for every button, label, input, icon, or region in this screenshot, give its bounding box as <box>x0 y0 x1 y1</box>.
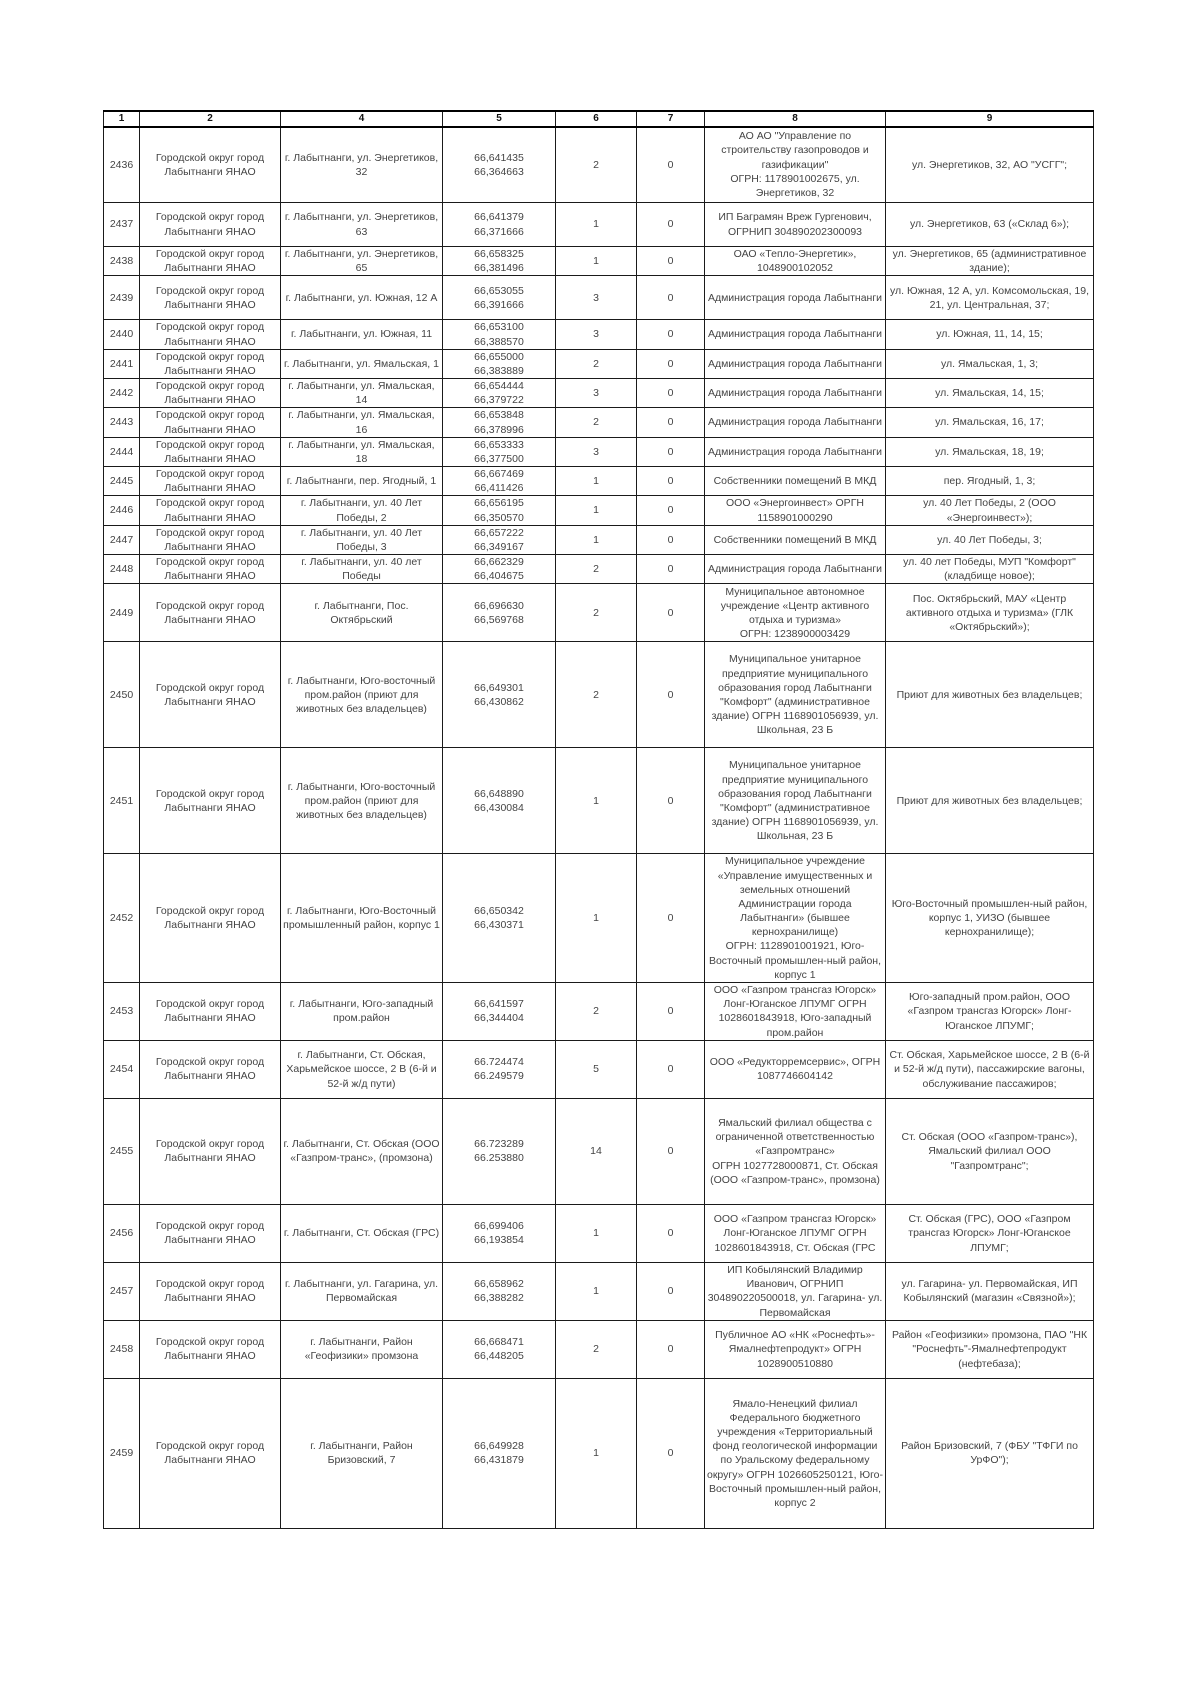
coordinates-cell: 66,641597 66,344404 <box>443 982 556 1040</box>
municipality-cell: Городской округ город Лабытнанги ЯНАО <box>140 1262 281 1320</box>
municipality-cell: Городской округ город Лабытнанги ЯНАО <box>140 1378 281 1528</box>
containers-count-cell: 1 <box>556 1378 637 1528</box>
source-cell: Юго-западный пром.район, ООО «Газпром трансгаз Югорск» Лонг-Юганское ЛПУМГ; <box>886 982 1094 1040</box>
table-row <box>104 555 1094 584</box>
owner-cell: Ямальский филиал общества с ограниченной ответственностью «Газпромтранс» ОГРН 1027728000871, Ст. Обская (ООО «Газпром-транс», промзона) <box>705 1098 886 1204</box>
coordinates-cell: 66,658962 66,388282 <box>443 1262 556 1320</box>
table-row <box>104 1320 1094 1378</box>
address-cell: г. Лабытнанги, ул. Южная, 11 <box>281 320 443 349</box>
owner-cell: ООО «Газпром трансгаз Югорск» Лонг-Юганское ЛПУМГ ОГРН 1028601843918, Ст. Обская (ГРС <box>705 1204 886 1262</box>
address-cell: г. Лабытнанги, ул. Ямальская, 16 <box>281 408 443 437</box>
owner-cell: Администрация города Лабытнанги <box>705 349 886 378</box>
volume-cell: 0 <box>637 1262 705 1320</box>
municipality-cell: Городской округ город Лабытнанги ЯНАО <box>140 1320 281 1378</box>
source-cell: ул. 40 Лет Победы, 3; <box>886 525 1094 554</box>
coordinates-cell: 66,648890 66,430084 <box>443 748 556 854</box>
address-cell: г. Лабытнанги, ул. Гагарина, ул. Первомайская <box>281 1262 443 1320</box>
column-header-3: 4 <box>281 111 443 127</box>
table-row <box>104 1098 1094 1204</box>
volume-cell: 0 <box>637 496 705 525</box>
table-row <box>104 525 1094 554</box>
owner-cell: Собственники помещений В МКД <box>705 525 886 554</box>
row-number: 2442 <box>104 379 140 408</box>
coordinates-cell: 66,655000 66,383889 <box>443 349 556 378</box>
address-cell: г. Лабытнанги, Район «Геофизики» промзона <box>281 1320 443 1378</box>
address-cell: г. Лабытнанги, Ст. Обская (ООО «Газпром-транс», (промзона) <box>281 1098 443 1204</box>
containers-count-cell: 1 <box>556 203 637 247</box>
address-cell: г. Лабытнанги, Юго-восточный пром.район (приют для животных без владельцев) <box>281 642 443 748</box>
volume-cell: 0 <box>637 1320 705 1378</box>
volume-cell: 0 <box>637 555 705 584</box>
owner-cell: Администрация города Лабытнанги <box>705 437 886 466</box>
owner-cell: Муниципальное автономное учреждение «Центр активного отдыха и туризма» ОГРН: 1238900003429 <box>705 584 886 642</box>
coordinates-cell: 66,653333 66,377500 <box>443 437 556 466</box>
containers-count-cell: 14 <box>556 1098 637 1204</box>
containers-count-cell: 2 <box>556 1320 637 1378</box>
owner-cell: Администрация города Лабытнанги <box>705 320 886 349</box>
source-cell: ул. Энергетиков, 65 (административное здание); <box>886 247 1094 276</box>
volume-cell: 0 <box>637 203 705 247</box>
table-row <box>104 1204 1094 1262</box>
source-cell: ул. Ямальская, 1, 3; <box>886 349 1094 378</box>
municipality-cell: Городской округ город Лабытнанги ЯНАО <box>140 854 281 983</box>
row-number: 2438 <box>104 247 140 276</box>
municipality-cell: Городской округ город Лабытнанги ЯНАО <box>140 642 281 748</box>
address-cell: г. Лабытнанги, Ст. Обская (ГРС) <box>281 1204 443 1262</box>
table-row <box>104 467 1094 496</box>
coordinates-cell: 66,657222 66,349167 <box>443 525 556 554</box>
coordinates-cell: 66,650342 66,430371 <box>443 854 556 983</box>
municipality-cell: Городской округ город Лабытнанги ЯНАО <box>140 1098 281 1204</box>
table-row <box>104 437 1094 466</box>
table-row <box>104 247 1094 276</box>
municipality-cell: Городской округ город Лабытнанги ЯНАО <box>140 555 281 584</box>
containers-count-cell: 1 <box>556 247 637 276</box>
municipality-cell: Городской округ город Лабытнанги ЯНАО <box>140 247 281 276</box>
table-row <box>104 1378 1094 1528</box>
source-cell: ул. Южная, 11, 14, 15; <box>886 320 1094 349</box>
owner-cell: Ямало-Ненецкий филиал Федерального бюджетного учреждения «Территориальный фонд геологической информации по Уральскому федеральному округу» ОГРН 1026605250121, Юго-Восточный промышлен-ный район, корпус 2 <box>705 1378 886 1528</box>
volume-cell: 0 <box>637 467 705 496</box>
table-row <box>104 1262 1094 1320</box>
table-body <box>104 127 1094 1529</box>
containers-count-cell: 5 <box>556 1040 637 1098</box>
containers-count-cell: 3 <box>556 276 637 320</box>
municipality-cell: Городской округ город Лабытнанги ЯНАО <box>140 584 281 642</box>
coordinates-cell: 66,649301 66,430862 <box>443 642 556 748</box>
volume-cell: 0 <box>637 525 705 554</box>
column-header-8: 9 <box>886 111 1094 127</box>
row-number: 2437 <box>104 203 140 247</box>
municipality-cell: Городской округ город Лабытнанги ЯНАО <box>140 320 281 349</box>
source-cell: Район «Геофизики» промзона, ПАО "НК "Роснефть"-Ямалнефтепродукт (нефтебаза); <box>886 1320 1094 1378</box>
table-row <box>104 748 1094 854</box>
column-header-5: 6 <box>556 111 637 127</box>
table-row <box>104 982 1094 1040</box>
coordinates-cell: 66,699406 66,193854 <box>443 1204 556 1262</box>
containers-count-cell: 3 <box>556 320 637 349</box>
coordinates-cell: 66,653055 66,391666 <box>443 276 556 320</box>
containers-count-cell: 2 <box>556 982 637 1040</box>
address-cell: г. Лабытнанги, ул. Ямальская, 1 <box>281 349 443 378</box>
source-cell: пер. Ягодный, 1, 3; <box>886 467 1094 496</box>
municipality-cell: Городской округ город Лабытнанги ЯНАО <box>140 748 281 854</box>
containers-count-cell: 1 <box>556 854 637 983</box>
column-header-7: 8 <box>705 111 886 127</box>
column-header-6: 7 <box>637 111 705 127</box>
containers-count-cell: 1 <box>556 1204 637 1262</box>
volume-cell: 0 <box>637 320 705 349</box>
volume-cell: 0 <box>637 1098 705 1204</box>
owner-cell: Муниципальное унитарное предприятие муниципального образования город Лабытнанги "Комфорт" (административное здание) ОГРН 1168901056939, ул. Школьная, 23 Б <box>705 642 886 748</box>
row-number: 2448 <box>104 555 140 584</box>
row-number: 2459 <box>104 1378 140 1528</box>
source-cell: ул. Энергетиков, 63 («Склад 6»); <box>886 203 1094 247</box>
volume-cell: 0 <box>637 748 705 854</box>
row-number: 2447 <box>104 525 140 554</box>
address-cell: г. Лабытнанги, ул. Энергетиков, 63 <box>281 203 443 247</box>
column-header-2: 2 <box>140 111 281 127</box>
owner-cell: ИП Баграмян Вреж Гургенович, ОГРНИП 304890202300093 <box>705 203 886 247</box>
table-row <box>104 276 1094 320</box>
municipality-cell: Городской округ город Лабытнанги ЯНАО <box>140 408 281 437</box>
municipality-cell: Городской округ город Лабытнанги ЯНАО <box>140 379 281 408</box>
municipality-cell: Городской округ город Лабытнанги ЯНАО <box>140 276 281 320</box>
row-number: 2457 <box>104 1262 140 1320</box>
volume-cell: 0 <box>637 854 705 983</box>
address-cell: г. Лабытнанги, ул. Энергетиков, 65 <box>281 247 443 276</box>
municipality-cell: Городской округ город Лабытнанги ЯНАО <box>140 982 281 1040</box>
owner-cell: Администрация города Лабытнанги <box>705 379 886 408</box>
source-cell: ул. Ямальская, 14, 15; <box>886 379 1094 408</box>
row-number: 2436 <box>104 127 140 203</box>
row-number: 2458 <box>104 1320 140 1378</box>
address-cell: г. Лабытнанги, Юго-восточный пром.район (приют для животных без владельцев) <box>281 748 443 854</box>
source-cell: ул. Гагарина- ул. Первомайская, ИП Кобылянский (магазин «Связной»); <box>886 1262 1094 1320</box>
coordinates-cell: 66,654444 66,379722 <box>443 379 556 408</box>
table-row <box>104 349 1094 378</box>
table-header <box>104 111 1094 127</box>
owner-cell: Администрация города Лабытнанги <box>705 276 886 320</box>
source-cell: Ст. Обская (ГРС), ООО «Газпром трансгаз Югорск» Лонг-Юганское ЛПУМГ; <box>886 1204 1094 1262</box>
containers-count-cell: 3 <box>556 379 637 408</box>
source-cell: Ст. Обская, Харьмейское шоссе, 2 В (6-й и 52-й ж/д пути), пассажирские вагоны, обслуживание пассажиров; <box>886 1040 1094 1098</box>
table-row <box>104 408 1094 437</box>
containers-count-cell: 1 <box>556 748 637 854</box>
source-cell: Пос. Октябрьский, МАУ «Центр активного отдыха и туризма» (ГЛК «Октябрьский»); <box>886 584 1094 642</box>
coordinates-cell: 66,696630 66,569768 <box>443 584 556 642</box>
table-row <box>104 320 1094 349</box>
row-number: 2444 <box>104 437 140 466</box>
volume-cell: 0 <box>637 1378 705 1528</box>
header-row <box>104 111 1094 127</box>
coordinates-cell: 66,668471 66,448205 <box>443 1320 556 1378</box>
row-number: 2452 <box>104 854 140 983</box>
coordinates-cell: 66,649928 66,431879 <box>443 1378 556 1528</box>
table-row <box>104 127 1094 203</box>
coordinates-cell: 66,662329 66,404675 <box>443 555 556 584</box>
table-row <box>104 496 1094 525</box>
row-number: 2445 <box>104 467 140 496</box>
row-number: 2453 <box>104 982 140 1040</box>
containers-count-cell: 3 <box>556 437 637 466</box>
containers-count-cell: 2 <box>556 349 637 378</box>
address-cell: г. Лабытнанги, ул. 40 Лет Победы, 3 <box>281 525 443 554</box>
municipality-cell: Городской округ город Лабытнанги ЯНАО <box>140 496 281 525</box>
owner-cell: Муниципальное учреждение «Управление имущественных и земельных отношений Администрации города Лабытнанги» (бывшее кернохранилище) ОГРН: 1128901001921, Юго-Восточный промышлен-ный район, корпус 1 <box>705 854 886 983</box>
table-row <box>104 203 1094 247</box>
owner-cell: ООО «Газпром трансгаз Югорск» Лонг-Юганское ЛПУМГ ОГРН 1028601843918, Юго-западный пром.район <box>705 982 886 1040</box>
address-cell: г. Лабытнанги, ул. Ямальская, 18 <box>281 437 443 466</box>
containers-count-cell: 1 <box>556 496 637 525</box>
address-cell: г. Лабытнанги, ул. 40 Лет Победы, 2 <box>281 496 443 525</box>
row-number: 2455 <box>104 1098 140 1204</box>
volume-cell: 0 <box>637 982 705 1040</box>
coordinates-cell: 66,653848 66,378996 <box>443 408 556 437</box>
municipality-cell: Городской округ город Лабытнанги ЯНАО <box>140 525 281 554</box>
row-number: 2439 <box>104 276 140 320</box>
coordinates-cell: 66,656195 66,350570 <box>443 496 556 525</box>
column-header-4: 5 <box>443 111 556 127</box>
table-row <box>104 584 1094 642</box>
address-cell: г. Лабытнанги, Юго-западный пром.район <box>281 982 443 1040</box>
owner-cell: ООО «Энергоинвест» ОРГН 1158901000290 <box>705 496 886 525</box>
containers-count-cell: 2 <box>556 642 637 748</box>
source-cell: ул. 40 лет Победы, МУП "Комфорт" (кладбище новое); <box>886 555 1094 584</box>
coordinates-cell: 66,667469 66,411426 <box>443 467 556 496</box>
waste-sites-registry-table <box>103 110 1094 1529</box>
municipality-cell: Городской округ город Лабытнанги ЯНАО <box>140 437 281 466</box>
owner-cell: Собственники помещений В МКД <box>705 467 886 496</box>
row-number: 2449 <box>104 584 140 642</box>
source-cell: Приют для животных без владельцев; <box>886 642 1094 748</box>
table-row <box>104 642 1094 748</box>
address-cell: г. Лабытнанги, ул. Южная, 12 А <box>281 276 443 320</box>
containers-count-cell: 2 <box>556 555 637 584</box>
address-cell: г. Лабытнанги, Юго-Восточный промышленный район, корпус 1 <box>281 854 443 983</box>
owner-cell: ИП Кобылянский Владимир Иванович, ОГРНИП 304890220500018, ул. Гагарина- ул. Первомайская <box>705 1262 886 1320</box>
source-cell: ул. Ямальская, 18, 19; <box>886 437 1094 466</box>
column-header-1: 1 <box>104 111 140 127</box>
coordinates-cell: 66,653100 66,388570 <box>443 320 556 349</box>
owner-cell: ОАО «Тепло-Энергетик», 1048900102052 <box>705 247 886 276</box>
coordinates-cell: 66,641435 66,364663 <box>443 127 556 203</box>
containers-count-cell: 1 <box>556 1262 637 1320</box>
containers-count-cell: 1 <box>556 525 637 554</box>
row-number: 2454 <box>104 1040 140 1098</box>
containers-count-cell: 1 <box>556 467 637 496</box>
row-number: 2450 <box>104 642 140 748</box>
table-row <box>104 1040 1094 1098</box>
volume-cell: 0 <box>637 349 705 378</box>
owner-cell: Администрация города Лабытнанги <box>705 555 886 584</box>
volume-cell: 0 <box>637 127 705 203</box>
municipality-cell: Городской округ город Лабытнанги ЯНАО <box>140 127 281 203</box>
containers-count-cell: 2 <box>556 127 637 203</box>
row-number: 2456 <box>104 1204 140 1262</box>
source-cell: ул. Энергетиков, 32, АО "УСГГ"; <box>886 127 1094 203</box>
address-cell: г. Лабытнанги, Пос. Октябрьский <box>281 584 443 642</box>
source-cell: ул. Ямальская, 16, 17; <box>886 408 1094 437</box>
row-number: 2446 <box>104 496 140 525</box>
municipality-cell: Городской округ город Лабытнанги ЯНАО <box>140 467 281 496</box>
volume-cell: 0 <box>637 437 705 466</box>
coordinates-cell: 66,641379 66,371666 <box>443 203 556 247</box>
table-row <box>104 854 1094 983</box>
address-cell: г. Лабытнанги, Район Бризовский, 7 <box>281 1378 443 1528</box>
row-number: 2441 <box>104 349 140 378</box>
source-cell: ул. Южная, 12 А, ул. Комсомольская, 19, 21, ул. Центральная, 37; <box>886 276 1094 320</box>
row-number: 2440 <box>104 320 140 349</box>
source-cell: Ст. Обская (ООО «Газпром-транс»), Ямальский филиал ООО "Газпромтранс"; <box>886 1098 1094 1204</box>
row-number: 2443 <box>104 408 140 437</box>
row-number: 2451 <box>104 748 140 854</box>
address-cell: г. Лабытнанги, ул. 40 лет Победы <box>281 555 443 584</box>
coordinates-cell: 66.723289 66.253880 <box>443 1098 556 1204</box>
municipality-cell: Городской округ город Лабытнанги ЯНАО <box>140 1204 281 1262</box>
owner-cell: ООО «Редукторремсервис», ОГРН 1087746604142 <box>705 1040 886 1098</box>
municipality-cell: Городской округ город Лабытнанги ЯНАО <box>140 203 281 247</box>
volume-cell: 0 <box>637 247 705 276</box>
owner-cell: Муниципальное унитарное предприятие муниципального образования город Лабытнанги "Комфорт" (административное здание) ОГРН 1168901056939, ул. Школьная, 23 Б <box>705 748 886 854</box>
volume-cell: 0 <box>637 276 705 320</box>
owner-cell: АО АО "Управление по строительству газопроводов и газификации" ОГРН: 1178901002675, ул. Энергетиков, 32 <box>705 127 886 203</box>
volume-cell: 0 <box>637 408 705 437</box>
source-cell: Юго-Восточный промышлен-ный район, корпус 1, УИЗО (бывшее кернохранилище); <box>886 854 1094 983</box>
source-cell: Приют для животных без владельцев; <box>886 748 1094 854</box>
owner-cell: Публичное АО «НК «Роснефть»-Ямалнефтепродукт» ОГРН 1028900510880 <box>705 1320 886 1378</box>
table-row <box>104 379 1094 408</box>
containers-count-cell: 2 <box>556 584 637 642</box>
address-cell: г. Лабытнанги, Ст. Обская, Харьмейское шоссе, 2 В (6-й и 52-й ж/д пути) <box>281 1040 443 1098</box>
owner-cell: Администрация города Лабытнанги <box>705 408 886 437</box>
coordinates-cell: 66,658325 66,381496 <box>443 247 556 276</box>
address-cell: г. Лабытнанги, ул. Энергетиков, 32 <box>281 127 443 203</box>
volume-cell: 0 <box>637 1204 705 1262</box>
source-cell: Район Бризовский, 7 (ФБУ "ТФГИ по УрФО"); <box>886 1378 1094 1528</box>
volume-cell: 0 <box>637 1040 705 1098</box>
volume-cell: 0 <box>637 584 705 642</box>
municipality-cell: Городской округ город Лабытнанги ЯНАО <box>140 349 281 378</box>
municipality-cell: Городской округ город Лабытнанги ЯНАО <box>140 1040 281 1098</box>
volume-cell: 0 <box>637 642 705 748</box>
coordinates-cell: 66.724474 66.249579 <box>443 1040 556 1098</box>
address-cell: г. Лабытнанги, пер. Ягодный, 1 <box>281 467 443 496</box>
containers-count-cell: 2 <box>556 408 637 437</box>
address-cell: г. Лабытнанги, ул. Ямальская, 14 <box>281 379 443 408</box>
volume-cell: 0 <box>637 379 705 408</box>
source-cell: ул. 40 Лет Победы, 2 (ООО «Энергоинвест»); <box>886 496 1094 525</box>
